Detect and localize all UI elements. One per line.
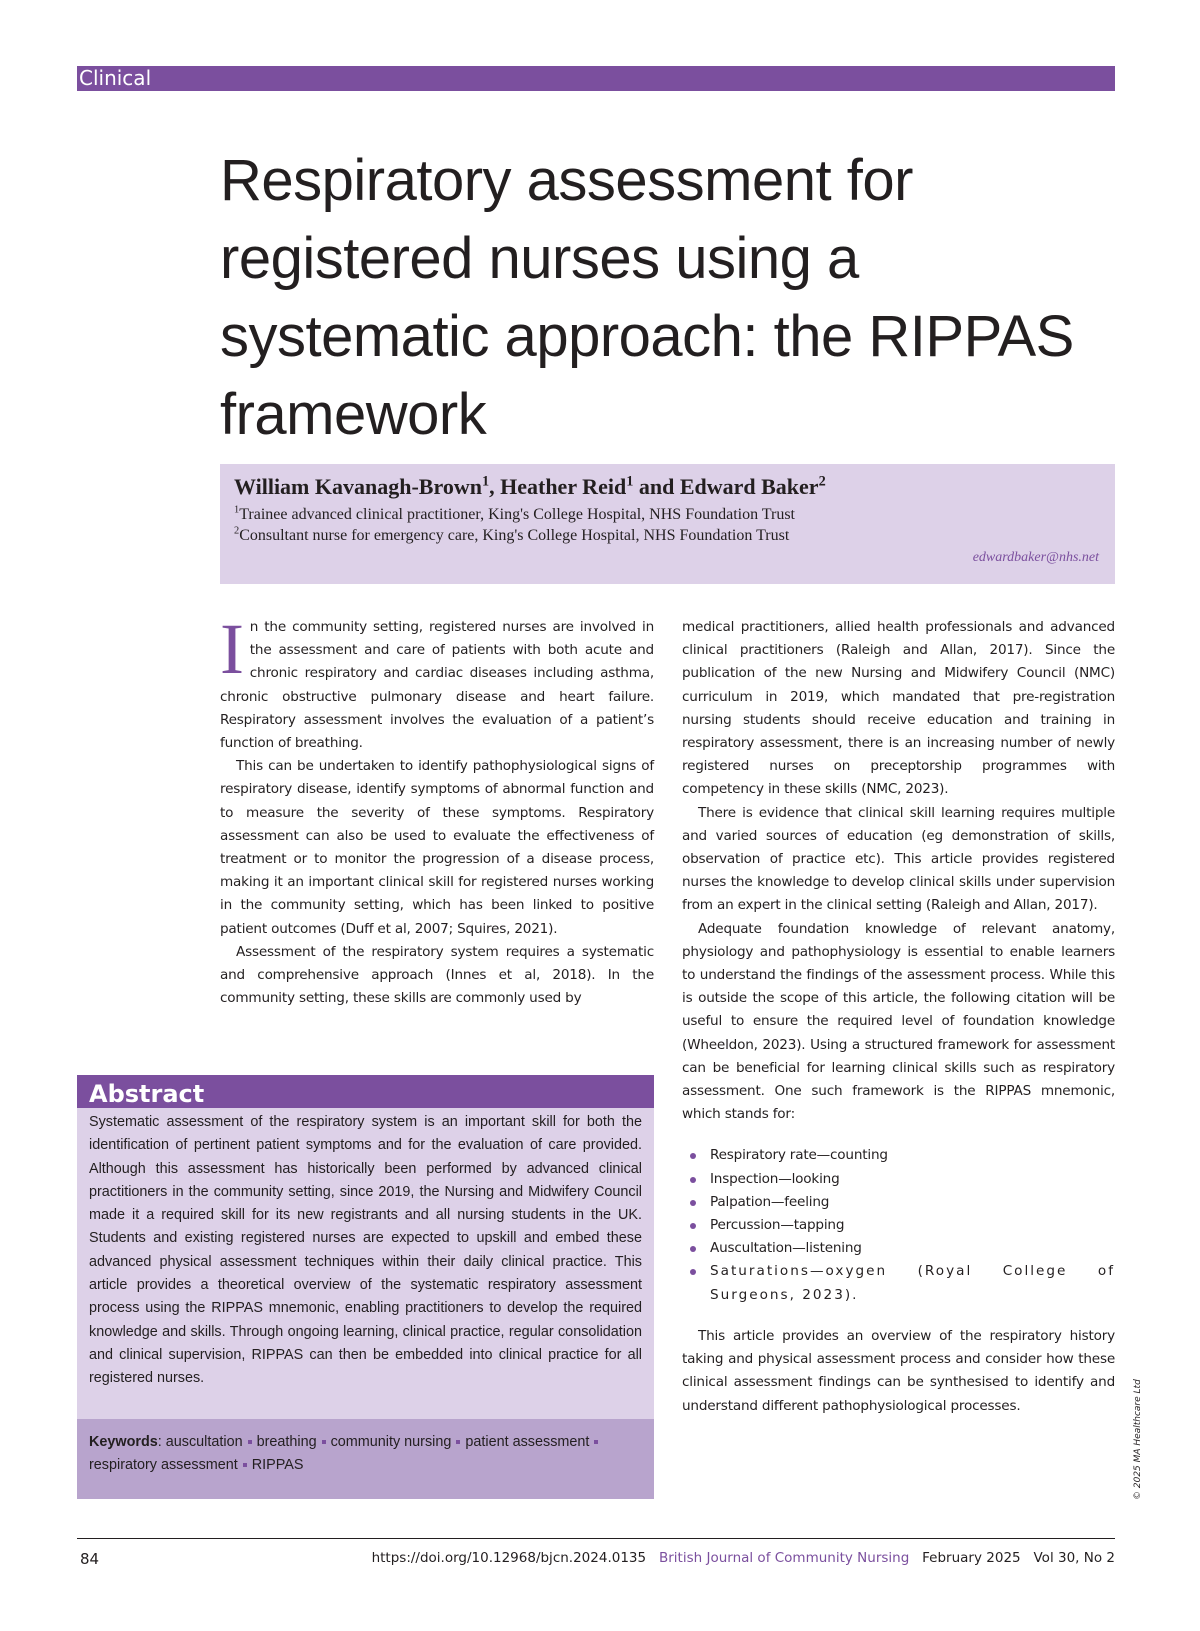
keyword: community nursing: [330, 1434, 452, 1450]
keywords-box: Keywords: auscultation breathing community nursing patient assessmentrespiratory assessment RIPPAS: [77, 1419, 654, 1499]
bullet-icon: [690, 1269, 696, 1275]
abstract-heading: Abstract: [77, 1075, 654, 1108]
author-and: and: [633, 474, 680, 499]
affiliation-2-text: Consultant nurse for emergency care, King's College Hospital, NHS Foundation Trust: [239, 527, 790, 544]
author-3: Edward Baker: [679, 474, 819, 499]
journal-name: British Journal of Community Nursing: [658, 1550, 910, 1566]
list-item: Auscultation—listening: [710, 1237, 1115, 1260]
author-2-sup: 1: [626, 473, 634, 490]
list-item: Saturations—oxygen (Royal College of Surgeons, 2023).: [710, 1260, 1115, 1306]
abstract-text: Systematic assessment of the respiratory system is an important skill for both the identification of pertinent patient symptoms and for the evaluation of care provided. Although this assessment has historically been performed by advanced clinical practitioners in the community setting, since 2019, the Nursing and Midwifery Council made it a required skill for its new registrants and all nursing students in the UK. Students and existing registered nurses are expected to upskill and embed these advanced physical assessment techniques within their daily clinical practice. This article provides a theoretical overview of the systematic respiratory assessment process using the RIPPAS mnemonic, enabling practitioners to develop the required knowledge and skills. Through ongoing learning, clinical practice, regular consolidation and clinical supervision, RIPPAS can then be embedded into clinical practice for all registered nurses.: [89, 1114, 642, 1387]
author-1: William Kavanagh-Brown: [234, 474, 482, 499]
authors-box: [220, 464, 1115, 584]
body-column-right: [682, 616, 1115, 1418]
drop-cap: I: [220, 609, 244, 689]
footer-divider: [77, 1538, 1115, 1539]
keyword: respiratory assessment: [89, 1457, 238, 1473]
body-paragraph-4: medical practitioners, allied health professionals and advanced clinical practitioners (Raleigh and Allan, 2017). Since the publication of the new Nursing and Midwifery Council (NMC) curriculum in 2019, which mandated that pre-registration nursing students should receive education and training in respiratory assessment, there is an increasing number of newly registered nurses on preceptorship programmes with competency in these skills (NMC, 2023).: [682, 619, 1115, 798]
bullet-icon: [690, 1223, 696, 1229]
list-item: Inspection—looking: [710, 1168, 1115, 1191]
keyword: patient assessment: [465, 1434, 590, 1450]
page-footer: [77, 1550, 1115, 1572]
author-2: Heather Reid: [500, 474, 627, 499]
list-item: Respiratory rate—counting: [710, 1144, 1115, 1167]
doi-link[interactable]: https://doi.org/10.12968/bjcn.2024.0135: [371, 1550, 647, 1566]
author-list: William Kavanagh-Brown$^1$, Heather Reid$^1$ and Edward Baker$^2$: [234, 473, 826, 499]
bullet-icon: [690, 1200, 696, 1206]
separator-icon: [248, 1440, 252, 1444]
keyword: RIPPAS: [251, 1457, 304, 1473]
author-1-sup: 1: [481, 473, 490, 490]
keyword: breathing: [256, 1434, 317, 1450]
affiliation-1-text: Trainee advanced clinical practitioner, King's College Hospital, NHS Foundation Trust: [239, 506, 795, 523]
bullet-icon: [690, 1153, 696, 1159]
copyright-notice: © 2025 MA Healthcare Ltd: [1133, 1379, 1143, 1500]
affiliation-2: [234, 525, 1099, 546]
body-paragraph-2: This can be undertaken to identify pathophysiological signs of respiratory disease, identify symptoms of abnormal function and to measure the severity of these symptoms. Respiratory assessment can also be used to evaluate the effectiveness of treatment or to monitor the progression of a disease process, making it an important clinical skill for registered nurses working in the community setting, which has been linked to positive patient outcomes (Duff et al, 2007; Squires, 2021).: [220, 758, 654, 937]
body-paragraph-7: This article provides an overview of the respiratory history taking and physical assessment process and consider how these clinical assessment findings can be synthesised to identify and understand different pathophysiological processes.: [682, 1327, 1115, 1414]
issue-date: February 2025: [922, 1550, 1021, 1566]
body-paragraph-1: [220, 609, 654, 755]
separator-icon: [456, 1440, 460, 1444]
bullet-icon: [690, 1177, 696, 1183]
body-paragraph-6: Adequate foundation knowledge of relevant anatomy, physiology and pathophysiology is essential to enable learners to understand the findings of the assessment process. While this is outside the scope of this article, the following citation will be useful to ensure the required level of foundation knowledge (Wheeldon, 2023). Using a structured framework for assessment can be beneficial for learning clinical skills such as respiratory assessment. One such framework is the RIPPAS mnemonic, which stands for:: [682, 920, 1115, 1123]
body-column-left: [220, 609, 654, 1010]
keyword: auscultation: [165, 1434, 243, 1450]
volume-issue: Vol 30, No 2: [1033, 1550, 1115, 1566]
list-item: Percussion—tapping: [710, 1214, 1115, 1237]
body-paragraph-5: There is evidence that clinical skill learning requires multiple and varied sources of education (eg demonstration of skills, observation of practice etc). This article provides registered nurses the knowledge to develop clinical skills under supervision from an expert in the clinical setting (Raleigh and Allan, 2017).: [682, 804, 1115, 914]
keywords-label: Keywords: [89, 1434, 158, 1450]
article-title: Respiratory assessment for registered nurses using a systematic approach: the RIPPAS framework: [220, 148, 1074, 447]
separator-icon: [243, 1463, 247, 1467]
rippas-list: [682, 1144, 1115, 1306]
footer-citation: [372, 1550, 1115, 1566]
abstract-box: [77, 1075, 654, 1499]
body-paragraph-3: Assessment of the respiratory system requires a systematic and comprehensive approach (Innes et al, 2018). In the community setting, these skills are commonly used by: [220, 943, 654, 1007]
page-number: 84: [80, 1550, 100, 1568]
bullet-icon: [690, 1246, 696, 1252]
affiliation-2-sup: 2: [234, 525, 240, 537]
section-label: Clinical: [77, 66, 1115, 91]
list-item: Palpation—feeling: [710, 1191, 1115, 1214]
body-paragraph-1-text: n the community setting, registered nurses are involved in the assessment and care of patients with both acute and chronic respiratory and cardiac diseases including asthma, chronic obstructive pulmonary disease and heart failure. Respiratory assessment involves the evaluation of a patient’s function of breathing.: [220, 619, 654, 752]
affiliation-1-sup: 1: [234, 504, 240, 516]
affiliation-1: [234, 504, 1099, 525]
author-email[interactable]: edwardbaker@nhs.net: [972, 550, 1099, 565]
separator-icon: [594, 1440, 598, 1444]
author-3-sup: 2: [818, 473, 826, 490]
separator-icon: [322, 1440, 326, 1444]
